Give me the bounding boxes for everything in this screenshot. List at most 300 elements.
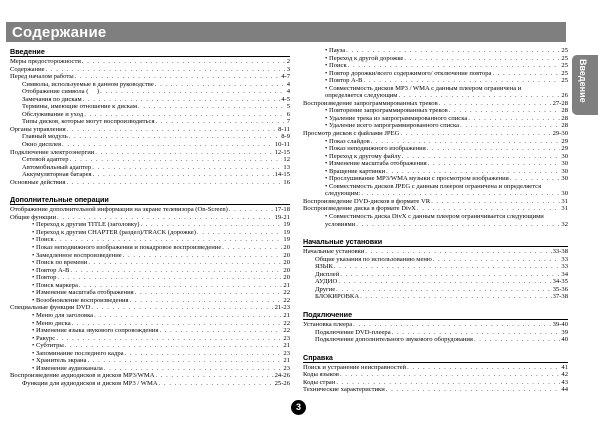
toc-leader-dots: [70, 156, 283, 164]
toc-entry-title: • Совместимость дисков JPEG с данным плеером ограничена и определяется: [325, 183, 541, 191]
toc-entry[interactable]: [303, 271, 568, 279]
toc-leader-dots: [135, 289, 283, 297]
toc-leader-dots: [87, 357, 282, 365]
toc-entry[interactable]: [10, 118, 290, 126]
toc-entry-title: • Переход к другому файлу: [325, 153, 401, 161]
toc-entry-page: 39: [561, 328, 568, 336]
toc-leader-dots: [353, 321, 551, 329]
toc-entry[interactable]: [10, 320, 290, 328]
toc-entry[interactable]: [10, 297, 290, 305]
toc-entry-page: 26: [561, 92, 568, 100]
toc-entry-page: 41: [561, 363, 568, 371]
toc-entry[interactable]: [303, 175, 568, 183]
toc-leader-dots: [93, 171, 274, 179]
toc-leader-dots: [140, 221, 282, 229]
toc-leader-dots: [67, 126, 277, 134]
toc-leader-dots: [123, 252, 283, 260]
toc-leader-dots: [66, 179, 282, 187]
toc-entry[interactable]: [10, 236, 290, 244]
toc-entry-page: 34-35: [552, 278, 568, 286]
toc-entry-page: 23: [283, 364, 290, 372]
toc-leader-dots: [156, 372, 274, 380]
toc-entry-title: • Повторение запрограммированных треков: [325, 107, 448, 115]
toc-leader-dots: [361, 190, 560, 198]
toc-leader-dots: [402, 153, 561, 161]
toc-entry[interactable]: [10, 252, 290, 260]
toc-entry-page: 30: [561, 160, 568, 168]
toc-entry-page: 13: [283, 163, 290, 171]
toc-entry-title: Поиск и устранение неисправностей: [303, 363, 407, 371]
toc-leader-dots: [69, 133, 280, 141]
toc-entry-page: 21: [283, 357, 290, 365]
toc-leader-dots: [340, 371, 560, 379]
toc-entry[interactable]: [10, 244, 290, 252]
toc-entry-page: 2: [286, 58, 290, 65]
toc-entry-page: 32: [561, 220, 568, 228]
toc-entry-title: • Поиск маркера: [32, 282, 78, 290]
toc-entry-page: 42: [561, 371, 568, 379]
section-heading: Подключение: [303, 310, 568, 320]
toc-entry-page: 21: [283, 342, 290, 350]
toc-entry-title: Главный модуль: [22, 133, 68, 141]
toc-entry[interactable]: [303, 256, 568, 264]
toc-leader-dots: [356, 221, 560, 229]
toc-entry-page: 12-15: [274, 148, 290, 156]
toc-entry-page: 44: [561, 386, 568, 394]
toc-entry-title: • Хранитель экрана: [32, 357, 86, 365]
toc-leader-dots: [404, 55, 560, 63]
toc-entry-title: Коды языков: [303, 371, 339, 379]
toc-leader-dots: [75, 73, 281, 81]
toc-leader-dots: [94, 312, 282, 320]
toc-entry-page: 43: [561, 378, 568, 386]
toc-entry[interactable]: [303, 122, 568, 130]
toc-entry[interactable]: [303, 100, 568, 108]
toc-entry-page: 23: [283, 349, 290, 357]
toc-entry-title: • Переход к другой дорожке: [325, 55, 403, 63]
toc-entry[interactable]: [303, 130, 568, 138]
toc-entry[interactable]: [10, 342, 290, 350]
toc-leader-dots: [417, 205, 561, 213]
toc-entry-title: Воспроизведение аудиодисков и дисков MP3/WMA: [10, 372, 155, 380]
toc-leader-dots: [363, 77, 560, 85]
toc-entry-page: 33: [561, 263, 568, 271]
toc-entry-title: • Меню диска: [32, 320, 71, 328]
toc-leader-dots: [365, 248, 551, 256]
toc-entry[interactable]: [10, 327, 290, 335]
toc-leader-dots: [431, 198, 560, 206]
toc-entry-page: 4: [286, 80, 290, 88]
toc-leader-dots: [88, 259, 282, 267]
toc-entry[interactable]: [10, 221, 290, 229]
toc-entry-title: Аккумуляторная батарея: [22, 171, 92, 179]
toc-column-right: [303, 47, 568, 394]
toc-leader-dots: [407, 364, 560, 372]
toc-entry-page: 30: [561, 152, 568, 160]
toc-entry-page: 12: [283, 156, 290, 164]
toc-entry[interactable]: [10, 58, 290, 66]
toc-entry-title: • Изменение аудиоканала: [32, 365, 103, 373]
toc-entry[interactable]: [303, 336, 568, 344]
toc-entry-title: • Изменение масштаба отображения: [325, 160, 427, 168]
toc-entry-page: 5: [286, 103, 290, 111]
toc-entry[interactable]: [10, 312, 290, 320]
toc-entry-title: Другие: [315, 285, 336, 293]
section-gap: [303, 344, 568, 353]
toc-entry-title: Основные действия: [10, 178, 66, 186]
toc-entry[interactable]: [303, 293, 568, 301]
toc-entry[interactable]: [10, 206, 290, 214]
toc-entry[interactable]: [303, 70, 568, 78]
toc-entry-title: • Вращение картинки: [325, 168, 385, 176]
toc-entry-title: • Переход к другим CHAPTER (раздел)/TRACK (дорожке): [32, 229, 196, 237]
toc-entry-title: Замечания по дискам: [22, 95, 82, 103]
toc-entry[interactable]: [10, 111, 290, 119]
toc-leader-dots: [229, 206, 274, 214]
toc-entry[interactable]: [10, 103, 290, 111]
toc-entry[interactable]: [10, 282, 290, 290]
toc-entry-page: 28: [561, 122, 568, 130]
toc-entry-page: 30: [561, 175, 568, 183]
toc-leader-dots: [197, 229, 283, 237]
toc-entry-page: 3: [286, 65, 290, 73]
toc-leader-dots: [70, 267, 282, 275]
toc-entry-page: 37-38: [552, 293, 568, 301]
toc-entry-page: 22: [283, 327, 290, 335]
toc-entry[interactable]: [10, 229, 290, 237]
toc-entry[interactable]: [10, 141, 290, 149]
toc-entry-page: 20: [283, 266, 290, 274]
toc-entry-title: Технические характеристики: [303, 386, 385, 394]
toc-entry-title: Термины, имеющие отношение к дискам: [22, 103, 138, 111]
toc-leader-dots: [334, 263, 561, 271]
toc-entry-title: следующим:: [325, 190, 361, 198]
toc-leader-dots: [62, 141, 274, 149]
toc-entry-title: • Повтор A-B: [325, 77, 362, 85]
toc-entry[interactable]: [303, 321, 568, 329]
toc-leader-dots: [336, 379, 560, 387]
toc-entry-page: 14-15: [274, 171, 290, 179]
toc-entry-page: 19: [283, 221, 290, 229]
toc-entry-title: Символы, используемые в данном руководстве: [22, 80, 154, 88]
toc-leader-dots: [56, 335, 282, 343]
toc-entry-title: • Замедленное воспроизведение: [32, 252, 122, 260]
toc-entry-title: • Повтор: [32, 274, 56, 282]
toc-entry-page: 25: [561, 54, 568, 62]
toc-entry-title: Коды стран: [303, 378, 336, 386]
toc-entry-title: • Изменение масштаба отображения: [32, 289, 134, 297]
toc-leader-dots: [82, 58, 286, 66]
toc-leader-dots: [46, 66, 286, 74]
toc-entry[interactable]: [303, 160, 568, 168]
toc-entry-page: 28: [561, 107, 568, 115]
toc-entry[interactable]: [303, 55, 568, 63]
toc-entry[interactable]: [303, 183, 568, 191]
toc-entry-title: Подключение DVD-плеера: [315, 328, 391, 336]
toc-entry[interactable]: [10, 350, 290, 358]
toc-entry-page: 20: [283, 259, 290, 267]
toc-entry-page: 29: [561, 137, 568, 145]
toc-entry-page: 25: [561, 62, 568, 70]
toc-entry-title: условиями: [325, 220, 356, 228]
section-gap: [303, 228, 568, 237]
toc-entry[interactable]: [303, 379, 568, 387]
toc-entry-page: 30: [561, 190, 568, 198]
toc-entry-title: Общие указания по использованию меню: [315, 255, 432, 263]
toc-entry-page: 33: [561, 255, 568, 263]
toc-leader-dots: [125, 350, 283, 358]
toc-entry-page: 30: [561, 167, 568, 175]
section-heading: Справка: [303, 353, 568, 363]
header-bar: [6, 22, 566, 42]
toc-leader-dots: [336, 286, 551, 294]
toc-entry[interactable]: [303, 198, 568, 206]
toc-entry-title: Отображение символа ( ⃠ ): [22, 88, 100, 96]
toc-leader-dots: [159, 327, 282, 335]
toc-entry-page: 29: [561, 145, 568, 153]
toc-entry-title: Органы управления: [10, 125, 66, 133]
toc-leader-dots: [449, 107, 561, 115]
toc-entry-title: • Показ неподвижного изображения: [325, 145, 426, 153]
toc-entry[interactable]: [303, 47, 568, 55]
toc-entry[interactable]: [10, 365, 290, 373]
toc-leader-dots: [468, 115, 560, 123]
toc-entry[interactable]: [10, 88, 290, 96]
toc-entry-title: • Совместимость дисков MP3 / WMA с данным плеером ограничена и: [325, 85, 521, 93]
toc-entry-title: • Запоминание последнего кадра: [32, 350, 124, 358]
toc-leader-dots: [386, 168, 560, 176]
toc-entry-title: АУДИО: [315, 278, 338, 286]
toc-leader-dots: [371, 138, 561, 146]
toc-entry[interactable]: [303, 221, 568, 229]
toc-entry-title: Типы дисков, которые могут воспроизводиться: [22, 118, 155, 126]
toc-entry-page: 25: [561, 69, 568, 77]
toc-entry-page: 21-23: [274, 304, 290, 312]
toc-entry-page: 22: [283, 296, 290, 304]
toc-entry-page: 8-11: [278, 125, 290, 133]
toc-entry-page: 8-9: [281, 133, 290, 141]
toc-entry-title: • Меню для заголовка: [32, 312, 93, 320]
toc-entry-title: • Изменение языка звукового сопровождения: [32, 327, 158, 335]
toc-entry[interactable]: [303, 115, 568, 123]
toc-entry-page: 20: [283, 244, 290, 252]
toc-entry-title: • Удаление всего запрограммированного списка: [325, 122, 459, 130]
toc-entry[interactable]: [303, 278, 568, 286]
toc-entry-title: определяется следующим: [325, 92, 398, 100]
toc-leader-dots: [65, 342, 283, 350]
toc-entry-title: • Прослушивание MP3/WMA музыки с просмотром изображения: [325, 175, 509, 183]
toc-leader-dots: [72, 320, 283, 328]
toc-entry-page: 25-26: [274, 379, 290, 387]
toc-leader-dots: [460, 122, 560, 130]
toc-entry-title: Сетевой адаптер: [22, 156, 69, 164]
toc-entry[interactable]: [303, 92, 568, 100]
toc-entry[interactable]: [10, 304, 290, 312]
toc-entry-title: Перед началом работы: [10, 73, 74, 81]
section-tab-label: Введение: [578, 59, 588, 103]
toc-entry-page: 19-21: [274, 213, 290, 221]
toc-entry-title: Установка плеера: [303, 320, 353, 328]
toc-entry[interactable]: [303, 205, 568, 213]
toc-leader-dots: [92, 164, 282, 172]
toc-entry[interactable]: [303, 145, 568, 153]
toc-entry-title: Специальные функции DVD: [10, 304, 91, 312]
section-tab: [572, 55, 598, 115]
toc-entry-title: • Поиск: [32, 236, 54, 244]
toc-leader-dots: [392, 329, 561, 337]
toc-entry-page: 20: [283, 251, 290, 259]
section-gap: [10, 186, 290, 195]
toc-entry-page: 22: [283, 319, 290, 327]
toc-entry-title: Воспроизведение запрограммированных треков: [303, 99, 438, 107]
toc-entry[interactable]: [303, 77, 568, 85]
toc-entry[interactable]: [10, 126, 290, 134]
toc-entry[interactable]: [303, 168, 568, 176]
toc-entry[interactable]: [10, 164, 290, 172]
toc-entry-title: • Показ слайдов: [325, 138, 370, 146]
toc-entry-title: Воспроизведение диска в формате DivX: [303, 205, 416, 213]
toc-entry[interactable]: [10, 372, 290, 380]
toc-leader-dots: [130, 297, 283, 305]
toc-entry-page: 33-38: [552, 248, 568, 256]
toc-entry-title: • Пауза: [325, 47, 345, 55]
toc-entry-title: Подключение электроэнергии: [10, 148, 95, 156]
toc-entry[interactable]: [10, 274, 290, 282]
toc-leader-dots: [57, 214, 274, 222]
toc-entry-title: Автомобильный адаптер: [22, 163, 92, 171]
toc-entry[interactable]: [10, 289, 290, 297]
toc-entry-title: Окно дисплея: [22, 141, 62, 149]
toc-leader-dots: [55, 236, 283, 244]
toc-leader-dots: [155, 81, 286, 89]
toc-entry[interactable]: [10, 133, 290, 141]
toc-entry[interactable]: [303, 107, 568, 115]
toc-entry-title: Функции для аудиодисков и дисков MP3 / WMA: [22, 379, 158, 387]
toc-leader-dots: [348, 62, 561, 70]
toc-entry[interactable]: [10, 171, 290, 179]
toc-entry[interactable]: [10, 81, 290, 89]
toc-entry[interactable]: [303, 371, 568, 379]
toc-entry-title: • Поиск по времени: [32, 259, 87, 267]
toc-leader-dots: [79, 282, 283, 290]
toc-leader-dots: [439, 100, 552, 108]
toc-entry-title: Меры предосторожности: [10, 58, 81, 65]
toc-entry-title: • Повтор A-B: [32, 267, 69, 275]
toc-entry[interactable]: [303, 85, 568, 93]
toc-entry-page: 10-11: [274, 141, 290, 149]
toc-entry[interactable]: [303, 190, 568, 198]
toc-entry-title: • Ракурс: [32, 335, 55, 343]
toc-entry[interactable]: [10, 73, 290, 81]
toc-entry[interactable]: [303, 213, 568, 221]
toc-entry-title: • Показ неподвижного изображения и покадровое воспроизведение: [32, 244, 221, 252]
toc-entry[interactable]: [303, 138, 568, 146]
toc-entry-title: БЛОКИРОВКА: [315, 293, 360, 301]
toc-leader-dots: [84, 111, 286, 119]
toc-entry[interactable]: [303, 263, 568, 271]
section-heading: Дополнительные операции: [10, 195, 290, 205]
toc-entry-page: 34: [561, 270, 568, 278]
toc-entry-title: • Удаление трека из запрограммированного списка: [325, 115, 467, 123]
toc-entry[interactable]: [10, 335, 290, 343]
toc-entry[interactable]: [303, 286, 568, 294]
toc-entry-title: • Повтор дорожки/всего содержимого/ отключение повтора: [325, 70, 491, 78]
toc-entry[interactable]: [303, 386, 568, 394]
toc-entry-page: 4-7: [281, 73, 290, 81]
toc-entry-page: 25: [561, 77, 568, 85]
toc-entry-title: Воспроизведение DVD-дисков в формате VR: [303, 197, 431, 205]
toc-entry[interactable]: [10, 66, 290, 74]
toc-entry-page: 27-28: [552, 99, 568, 107]
toc-entry-page: 25: [561, 47, 568, 54]
toc-entry-title: • Возобновление воспроизведения: [32, 297, 129, 305]
toc-entry-page: 24-26: [274, 372, 290, 380]
toc-entry-page: 22: [283, 289, 290, 297]
toc-entry-page: 19: [283, 228, 290, 236]
toc-column-left: [10, 47, 290, 387]
toc-entry[interactable]: [303, 62, 568, 70]
toc-entry-page: 28: [561, 114, 568, 122]
toc-entry-page: 4-5: [281, 95, 290, 103]
toc-leader-dots: [386, 386, 561, 394]
section-heading: Начальные установки: [303, 237, 568, 247]
toc-entry[interactable]: [10, 96, 290, 104]
toc-entry-page: 16: [283, 178, 290, 186]
toc-entry[interactable]: [303, 248, 568, 256]
toc-entry-page: 23: [283, 334, 290, 342]
toc-leader-dots: [100, 88, 286, 96]
toc-entry-page: 6: [286, 110, 290, 118]
toc-entry-page: 40: [561, 336, 568, 344]
toc-entry-page: 31: [561, 197, 568, 205]
toc-leader-dots: [433, 256, 561, 264]
toc-leader-dots: [57, 274, 282, 282]
toc-entry-page: 19: [283, 236, 290, 244]
toc-entry[interactable]: [10, 214, 290, 222]
toc-entry[interactable]: [10, 357, 290, 365]
toc-entry[interactable]: [10, 267, 290, 275]
toc-entry[interactable]: [10, 259, 290, 267]
toc-leader-dots: [159, 380, 274, 388]
toc-entry-title: • Поиск: [325, 62, 347, 70]
toc-entry-title: • Переход к другим TITLE (заголовку): [32, 221, 139, 229]
toc-entry-page: 21: [283, 311, 290, 319]
toc-entry[interactable]: [303, 329, 568, 337]
toc-entry-page: 21: [283, 281, 290, 289]
page-title: Содержание: [12, 24, 107, 41]
toc-entry[interactable]: [303, 364, 568, 372]
toc-entry[interactable]: [10, 380, 290, 388]
toc-entry-page: 7: [286, 118, 290, 126]
toc-leader-dots: [95, 149, 273, 157]
toc-entry-page: 17-18: [274, 206, 290, 214]
toc-entry[interactable]: [303, 153, 568, 161]
toc-leader-dots: [492, 70, 560, 78]
toc-entry[interactable]: [10, 179, 290, 187]
toc-entry[interactable]: [10, 156, 290, 164]
toc-leader-dots: [400, 130, 551, 138]
toc-entry-page: 20: [283, 274, 290, 282]
toc-leader-dots: [360, 293, 552, 301]
toc-leader-dots: [138, 103, 286, 111]
section-gap: [303, 301, 568, 310]
toc-leader-dots: [346, 47, 560, 55]
toc-entry[interactable]: [10, 149, 290, 157]
toc-leader-dots: [398, 92, 560, 100]
toc-leader-dots: [510, 175, 561, 183]
toc-leader-dots: [222, 244, 282, 252]
section-heading: Введение: [10, 47, 290, 57]
